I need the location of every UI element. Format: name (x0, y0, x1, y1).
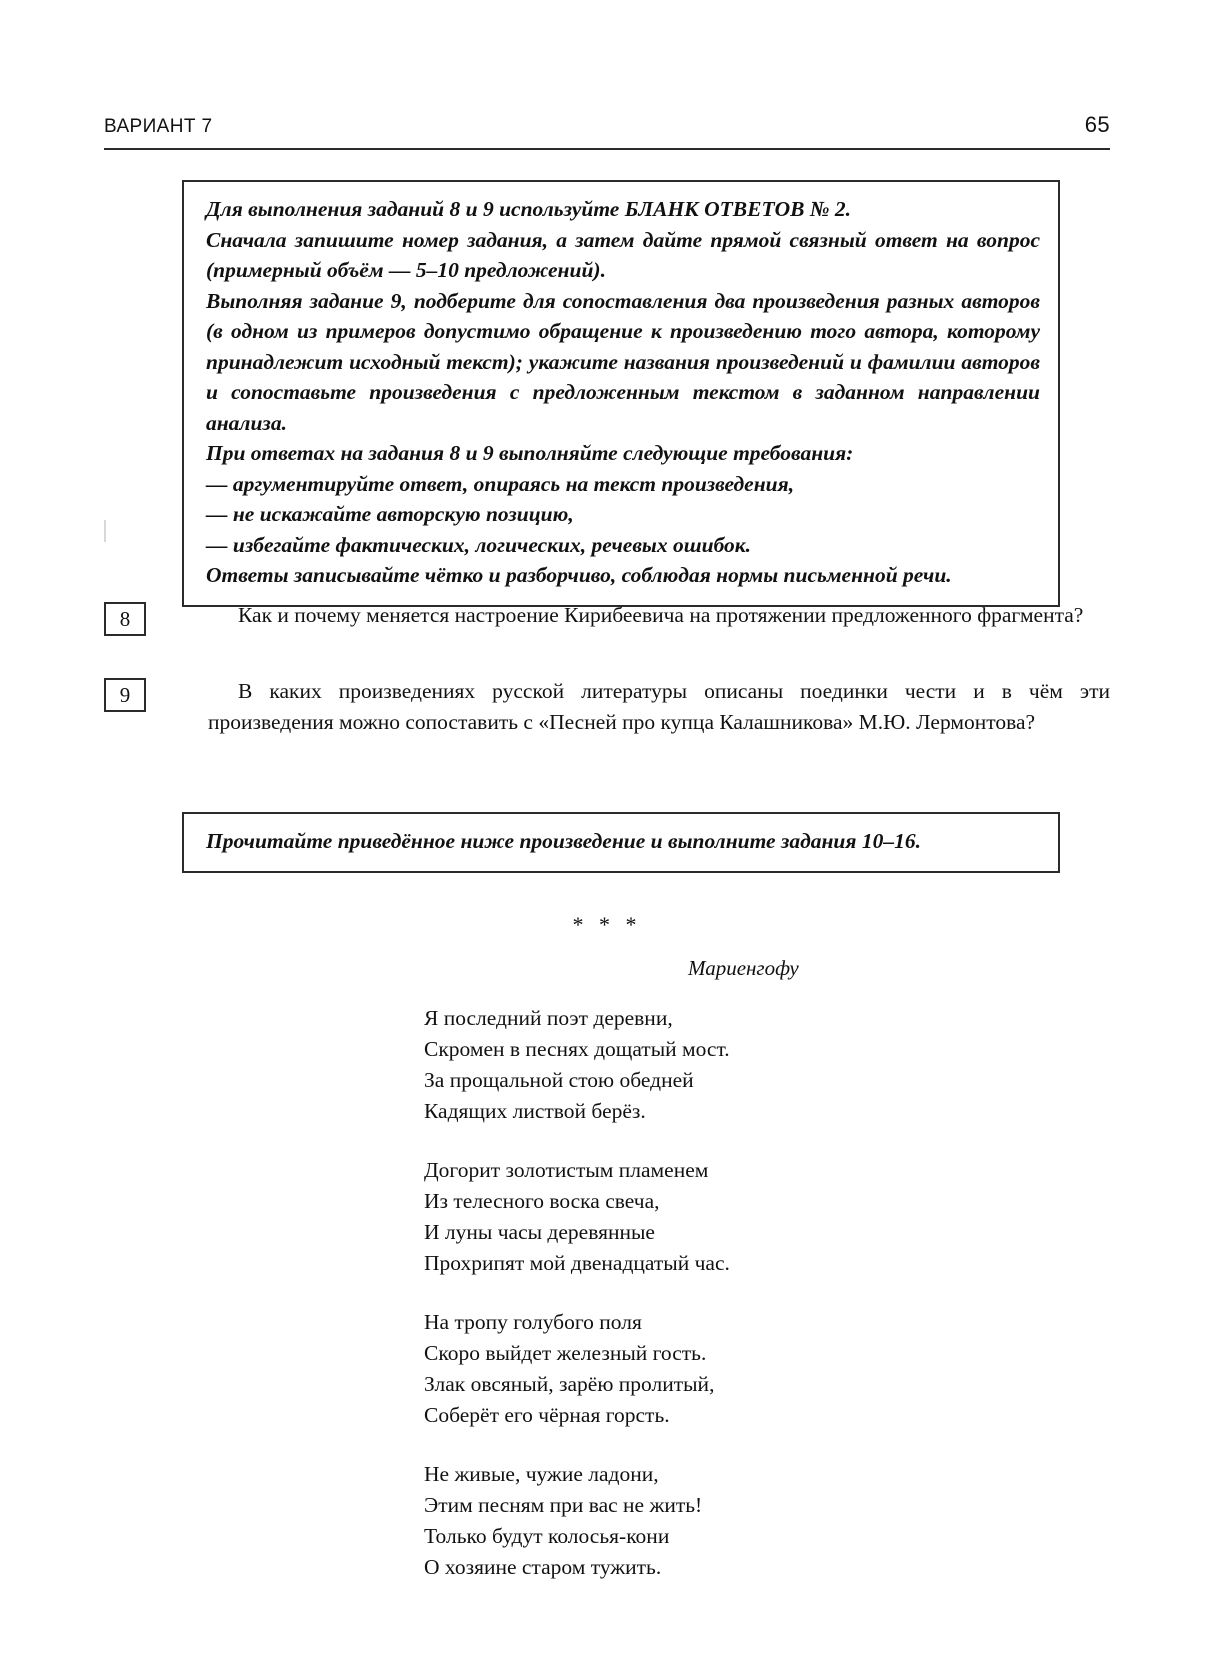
poem-block (104, 912, 1110, 1611)
page-number: 65 (1084, 112, 1110, 137)
poem-line: Только будут колосья-кони (424, 1524, 670, 1548)
header-divider (104, 148, 1110, 150)
poem-stanza (424, 1003, 1110, 1127)
poem-line: Скоро выйдет железный гость. (424, 1341, 707, 1365)
poem-line: За прощальной стою обедней (424, 1068, 694, 1092)
poem-dedication: Мариенгофу (688, 956, 799, 980)
poem-line: О хозяине старом тужить. (424, 1555, 662, 1579)
poem-line: Кадящих листвой берёз. (424, 1099, 646, 1123)
instruction-line: При ответах на задания 8 и 9 выполняйте следующие требования: (206, 441, 854, 465)
poem-stanza (424, 1307, 1110, 1431)
instruction-line: Сначала запишите номер задания, а затем дайте прямой связный ответ на вопрос (примерный объём — 5–10 предложений). (206, 227, 1046, 282)
poem-text (424, 1003, 1110, 1583)
poem-title-mark: * * * (572, 912, 642, 937)
poem-stanza (424, 1459, 1110, 1583)
instruction-line: Выполняя задание 9, подберите для сопоставления два произведения разных авторов (в одном из примеров допустимо обращение к произведению того автора, которому принадлежит исходный текст); укажите названия произведений и фамилии авторов и сопоставьте произведения с предложенным текстом в заданном направлении анализа. (206, 288, 1046, 435)
poem-line: Из телесного воска свеча, (424, 1189, 660, 1213)
poem-line: Я последний поэт деревни, (424, 1006, 673, 1030)
instructions-box-tasks-10-16 (182, 812, 1060, 873)
poem-line: Злак овсяный, зарёю пролитый, (424, 1372, 715, 1396)
instruction-line: Ответы записывайте чётко и разборчиво, соблюдая нормы письменной речи. (206, 563, 952, 587)
poem-line: Не живые, чужие ладони, (424, 1462, 659, 1486)
instruction-line: — аргументируйте ответ, опираясь на текст произведения, (206, 471, 795, 496)
poem-line: Догорит золотистым пламенем (424, 1158, 709, 1182)
instruction-line: Прочитайте приведённое ниже произведение и выполните задания 10–16. (206, 829, 921, 853)
task-question-text: В каких произведениях русской литературы описаны поединки чести и в чём эти произведения можно сопоставить с «Песней про купца Калашникова» М.Ю. Лермонтова? (208, 679, 1110, 734)
poem-line: Соберёт его чёрная горсть. (424, 1403, 670, 1427)
poem-line: Скромен в песнях дощатый мост. (424, 1037, 730, 1061)
variant-label: ВАРИАНТ 7 (104, 116, 213, 137)
poem-line: На тропу голубого поля (424, 1310, 642, 1334)
poem-line: Прохрипят мой двенадцатый час. (424, 1251, 730, 1275)
scan-artifact (104, 520, 106, 542)
poem-line: И луны часы деревянные (424, 1220, 655, 1244)
instructions-box-tasks-8-9 (182, 180, 1060, 607)
page-header (104, 112, 1110, 138)
poem-stanza (424, 1155, 1110, 1279)
poem-line: Этим песням при вас не жить! (424, 1493, 703, 1517)
instruction-line: — избегайте фактических, логических, речевых ошибок. (206, 532, 752, 557)
task-question-text: Как и почему меняется настроение Кирибеевича на протяжении предложенного фрагмента? (238, 603, 1084, 627)
task-item-9 (104, 676, 1110, 738)
instruction-line: Для выполнения заданий 8 и 9 используйте БЛАНК ОТВЕТОВ № 2. (206, 197, 852, 221)
instruction-line: — не искажайте авторскую позицию, (206, 502, 574, 526)
task-number-badge: 9 (104, 678, 146, 712)
task-number-badge: 8 (104, 602, 146, 636)
task-item-8 (104, 600, 1110, 631)
